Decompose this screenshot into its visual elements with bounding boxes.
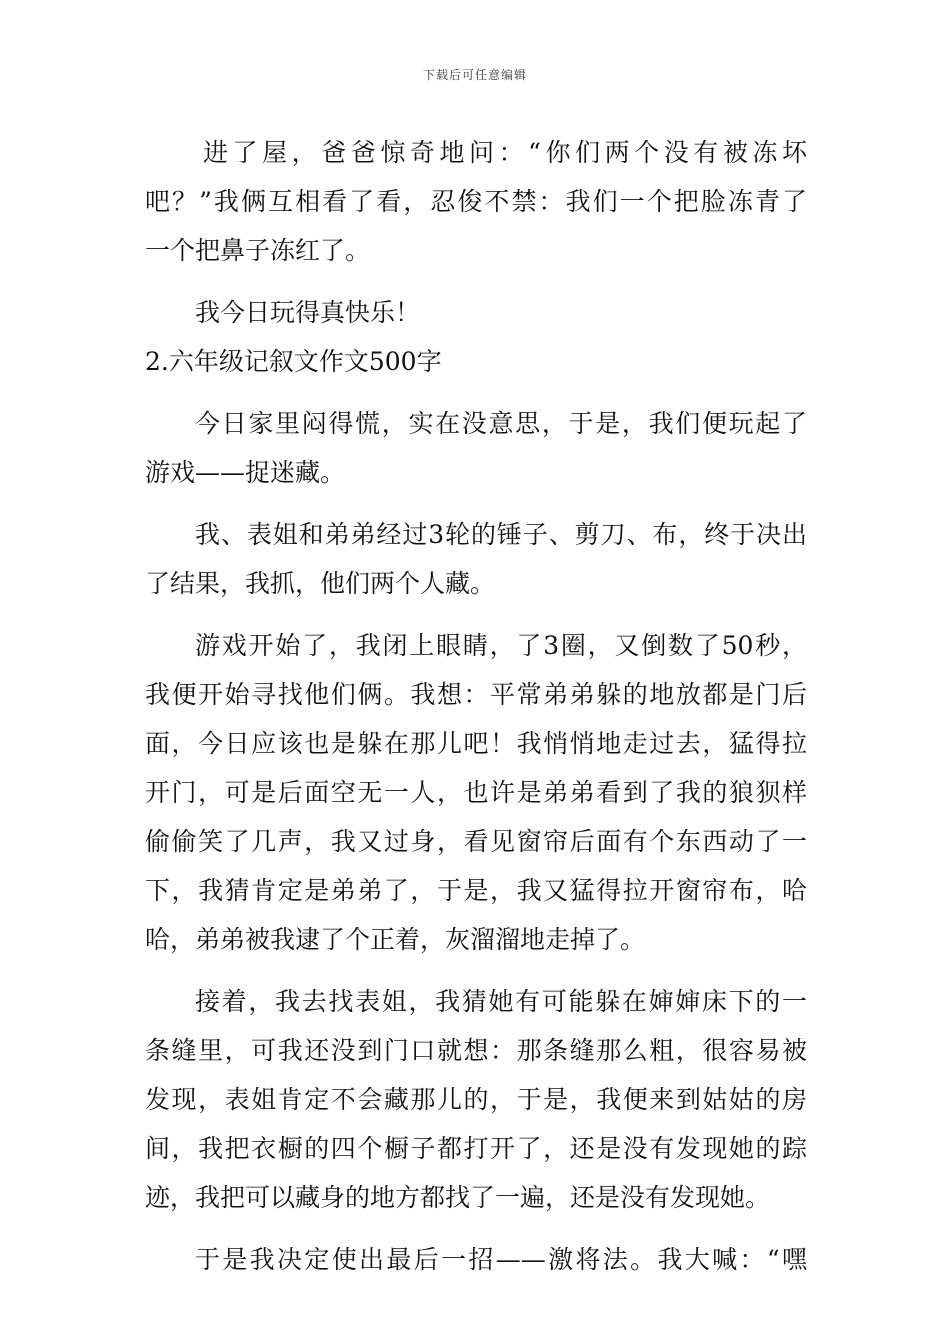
text-line: 迹，我把可以藏身的地方都找了一遍，还是没有发现她。 xyxy=(145,1183,771,1212)
text-line: 接着，我去找表姐，我猜她有可能躲在婶婶床下的一 xyxy=(195,987,807,1016)
text-line: 条缝里，可我还没到门口就想：那条缝那么粗，很容易被 xyxy=(145,1036,807,1065)
text-line: 游戏——捉迷藏。 xyxy=(145,458,346,487)
text-line: 开门，可是后面空无一人，也许是弟弟看到了我的狼狈样 xyxy=(145,778,807,807)
text-line: 发现，表姐肯定不会藏那儿的，于是，我便来到姑姑的房 xyxy=(145,1085,807,1114)
section-heading: 2.六年级记叙文作文500字 xyxy=(145,347,442,376)
text-line: 下，我猜肯定是弟弟了，于是，我又猛得拉开窗帘布，哈 xyxy=(145,876,807,905)
text-line: 间，我把衣橱的四个橱子都打开了，还是没有发现她的踪 xyxy=(145,1134,807,1163)
essay-body xyxy=(145,128,807,1284)
text-line: 面，今日应该也是躲在那儿吧！我悄悄地走过去，猛得拉 xyxy=(145,729,807,758)
page-header: 下载后可任意编辑 xyxy=(422,68,527,82)
text-line: 哈，弟弟被我逮了个正着，灰溜溜地走掉了。 xyxy=(145,925,646,954)
text-line: 我、表姐和弟弟经过3轮的锤子、剪刀、布，终于决出 xyxy=(195,520,807,549)
text-line: 吧？”我俩互相看了看，忍俊不禁：我们一个把脸冻青了 xyxy=(145,187,807,216)
text-line: 一个把鼻子冻红了。 xyxy=(145,236,371,265)
text-line: 游戏开始了，我闭上眼睛，了3圈，又倒数了50秒， xyxy=(195,631,807,660)
text-line: 今日家里闷得慌，实在没意思，于是，我们便玩起了 xyxy=(195,409,807,438)
text-line: 于是我决定使出最后一招——激将法。我大喊：“嘿 xyxy=(195,1245,807,1274)
text-line: 了结果，我抓，他们两个人藏。 xyxy=(145,569,496,598)
text-line: 我今日玩得真快乐！ xyxy=(195,298,421,327)
text-line: 我便开始寻找他们俩。我想：平常弟弟躲的地放都是门后 xyxy=(145,680,807,709)
text-line: 偷偷笑了几声，我又过身，看见窗帘后面有个东西动了一 xyxy=(145,827,807,856)
text-line: 进了屋，爸爸惊奇地问：“你们两个没有被冻坏 xyxy=(203,138,807,167)
